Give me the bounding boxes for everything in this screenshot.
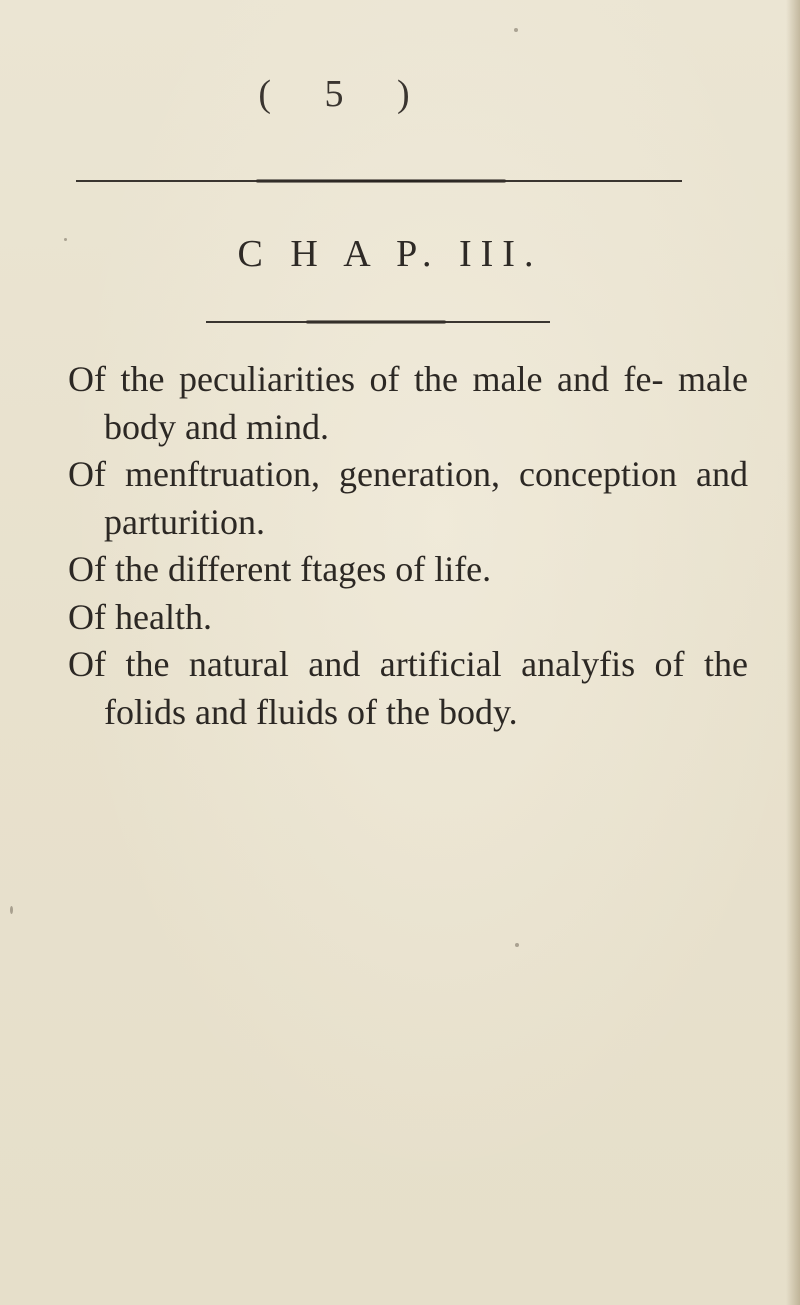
top-rule-divider (76, 180, 682, 182)
heading-rule-divider (206, 321, 550, 323)
chapter-heading: C H A P. III. (237, 233, 543, 275)
contents-entry: Of health. (68, 596, 212, 637)
paper-blemish (514, 28, 518, 32)
paper-blemish (515, 943, 519, 947)
paper-blemish (10, 906, 13, 914)
contents-entry: Of menftruation, generation, conception and parturition. (68, 454, 748, 542)
page-number: ( 5 ) (258, 73, 432, 115)
contents-entry: Of the different ftages of life. (68, 549, 492, 589)
page-edge-shadow (786, 0, 800, 1305)
paper-blemish (64, 238, 67, 241)
contents-entry: Of the peculiarities of the male and fe- male body and mind. (68, 359, 748, 447)
chapter-contents (68, 356, 748, 736)
contents-entry: Of the natural and artificial analyfis of the folids and fluids of the body. (68, 644, 748, 732)
